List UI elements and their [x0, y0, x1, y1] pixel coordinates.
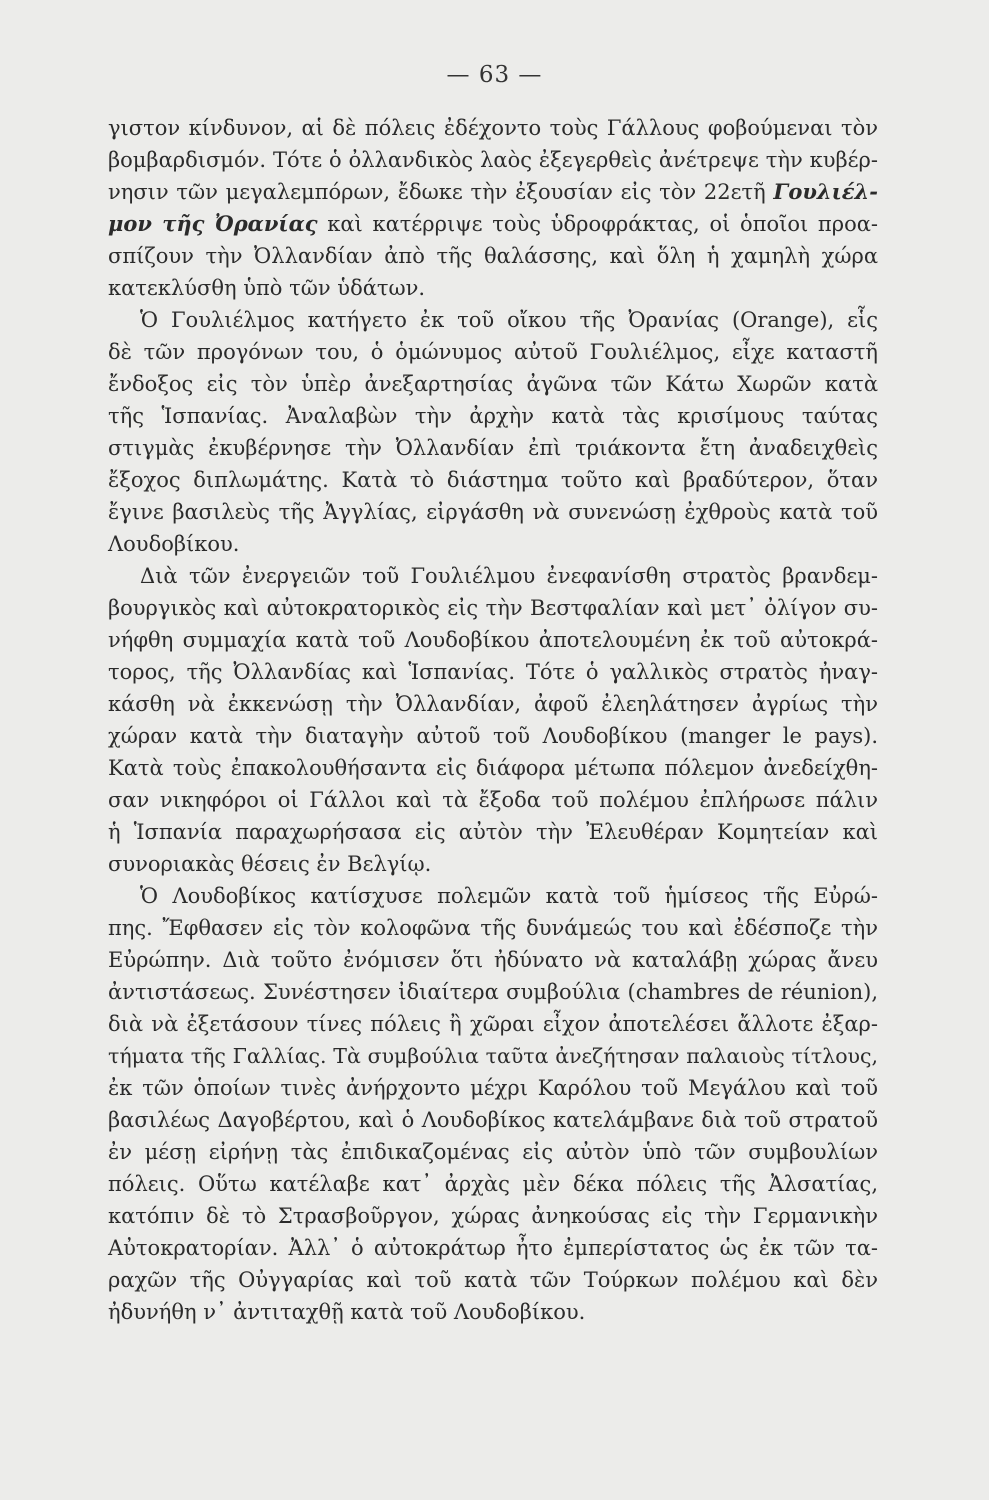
line-text: δὲ τῶν προγόνων του, ὁ ὁμώνυμος αὐτοῦ Γουλιέλμος, εἶχε καταστῆ: [108, 340, 878, 364]
text-line: [108, 1104, 878, 1136]
line-text: βασιλέως Δαγοβέρτου, καὶ ὁ Λουδοβίκος κατελάμβανε διὰ τοῦ στρατοῦ: [108, 1108, 878, 1132]
text-line: [108, 400, 878, 432]
text-line: [108, 1264, 878, 1296]
line-text: ἐκ τῶν ὁποίων τινὲς ἀνήρχοντο μέχρι Καρόλου τοῦ Μεγάλου καὶ τοῦ: [108, 1076, 878, 1100]
text-line: [108, 1072, 878, 1104]
line-text: ἠδυνήθη ν᾽ ἀντιταχθῇ κατὰ τοῦ Λουδοβίκου.: [108, 1300, 586, 1324]
line-text: γιστον κίνδυνον, αἱ δὲ πόλεις ἐδέχοντο τοὺς Γάλλους φοβούμεναι τὸν: [108, 116, 878, 140]
text-line: [108, 848, 878, 880]
line-text: τῆς Ἱσπανίας. Ἀναλαβὼν τὴν ἀρχὴν κατὰ τὰς κρισίμους ταύτας: [108, 404, 878, 428]
emphasis-text: Γουλιέλ-: [773, 179, 878, 204]
line-text: τορος, τῆς Ὀλλανδίας καὶ Ἱσπανίας. Τότε ὁ γαλλικὸς στρατὸς ἠναγ-: [108, 660, 878, 684]
text-line: [108, 976, 878, 1008]
text-line: [108, 304, 878, 336]
line-text: Κατὰ τοὺς ἐπακολουθήσαντα εἰς διάφορα μέτωπα πόλεμον ἀνεδείχθη-: [108, 756, 878, 780]
text-line: [108, 272, 878, 304]
line-text: ἔγινε βασιλεὺς τῆς Ἀγγλίας, εἰργάσθη νὰ συνενώσῃ ἐχθροὺς κατὰ τοῦ: [108, 500, 878, 524]
line-text: πόλεις. Οὕτω κατέλαβε κατ᾽ ἀρχὰς μὲν δέκα πόλεις τῆς Ἀλσατίας,: [108, 1172, 878, 1196]
line-text: πης. Ἔφθασεν εἰς τὸν κολοφῶνα τῆς δυνάμεώς του καὶ ἐδέσποζε τὴν: [108, 916, 878, 940]
line-text: τήματα τῆς Γαλλίας. Τὰ συμβούλια ταῦτα ἀνεζήτησαν παλαιοὺς τίτλους,: [108, 1044, 878, 1068]
line-text: βομβαρδισμόν. Τότε ὁ ὀλλανδικὸς λαὸς ἐξεγερθεὶς ἀνέτρεψε τὴν κυβέρ-: [108, 148, 878, 172]
text-line: [108, 1296, 878, 1328]
body-text: [108, 112, 878, 1328]
line-text: χώραν κατὰ τὴν διαταγὴν αὐτοῦ τοῦ Λουδοβίκου (manger le pays).: [108, 724, 878, 748]
text-line: [108, 112, 878, 144]
line-text: κατεκλύσθη ὑπὸ τῶν ὑδάτων.: [108, 276, 426, 300]
line-text: ἔξοχος διπλωμάτης. Κατὰ τὸ διάστημα τοῦτο καὶ βραδύτερον, ὅταν: [108, 468, 878, 492]
line-text: ἡ Ἱσπανία παραχωρήσασα εἰς αὐτὸν τὴν Ἐλευθέραν Κομητείαν καὶ: [108, 820, 878, 844]
text-line: [108, 592, 878, 624]
text-line: [108, 880, 878, 912]
text-line: [108, 560, 878, 592]
text-line: [108, 944, 878, 976]
line-text: Διὰ τῶν ἐνεργειῶν τοῦ Γουλιέλμου ἐνεφανίσθη στρατὸς βρανδεμ-: [140, 564, 878, 588]
line-text: ραχῶν τῆς Οὐγγαρίας καὶ τοῦ κατὰ τῶν Τούρκων πολέμου καὶ δὲν: [108, 1268, 878, 1292]
text-line: [108, 336, 878, 368]
text-line: [108, 176, 878, 208]
line-text: σαν νικηφόροι οἱ Γάλλοι καὶ τὰ ἔξοδα τοῦ πολέμου ἐπλήρωσε πάλιν: [108, 788, 878, 812]
emphasis-text: μον τῆς Ὀρανίας: [108, 211, 318, 236]
text-line: [108, 1136, 878, 1168]
line-text: ἀντιστάσεως. Συνέστησεν ἰδιαίτερα συμβούλια (chambres de réunion),: [108, 980, 878, 1004]
text-line: [108, 688, 878, 720]
line-text: νήφθη συμμαχία κατὰ τοῦ Λουδοβίκου ἀποτελουμένη ἐκ τοῦ αὐτοκρά-: [108, 628, 878, 652]
line-text: στιγμὰς ἐκυβέρνησε τὴν Ὀλλανδίαν ἐπὶ τριάκοντα ἔτη ἀναδειχθεὶς: [108, 436, 878, 460]
line-text: Αὐτοκρατορίαν. Ἀλλ᾽ ὁ αὐτοκράτωρ ἦτο ἐμπερίστατος ὡς ἐκ τῶν τα-: [108, 1236, 878, 1260]
text-line: [108, 1200, 878, 1232]
line-text: κατόπιν δὲ τὸ Στρασβοῦργον, χώρας ἀνηκούσας εἰς τὴν Γερμανικὴν: [108, 1204, 878, 1228]
text-line: [108, 656, 878, 688]
line-text: νησιν τῶν μεγαλεμπόρων, ἔδωκε τὴν ἐξουσίαν εἰς τὸν 22ετῆ: [108, 180, 766, 204]
line-text: διὰ νὰ ἐξετάσουν τίνες πόλεις ἢ χῶραι εἶχον ἀποτελέσει ἄλλοτε ἐξαρ-: [108, 1012, 878, 1036]
text-line: [108, 208, 878, 240]
text-line: [108, 624, 878, 656]
text-line: [108, 912, 878, 944]
text-line: [108, 432, 878, 464]
text-line: [108, 1040, 878, 1072]
text-line: [108, 816, 878, 848]
line-text: Ὁ Γουλιέλμος κατήγετο ἐκ τοῦ οἴκου τῆς Ὀρανίας (Orange), εἷς: [140, 308, 878, 332]
line-text: καὶ κατέρριψε τοὺς ὑδροφράκτας, οἱ ὁποῖοι προα-: [327, 212, 878, 236]
text-line: [108, 144, 878, 176]
text-line: [108, 368, 878, 400]
text-line: [108, 240, 878, 272]
text-line: [108, 1168, 878, 1200]
text-line: [108, 464, 878, 496]
text-line: [108, 1008, 878, 1040]
text-line: [108, 720, 878, 752]
line-text: κάσθη νὰ ἐκκενώσῃ τὴν Ὀλλανδίαν, ἀφοῦ ἐλεηλάτησεν ἀγρίως τὴν: [108, 692, 878, 716]
line-text: σπίζουν τὴν Ὀλλανδίαν ἀπὸ τῆς θαλάσσης, καὶ ὅλη ἡ χαμηλὴ χώρα: [108, 244, 878, 268]
text-line: [108, 528, 878, 560]
line-text: ἐν μέσῃ εἰρήνῃ τὰς ἐπιδικαζομένας εἰς αὐτὸν ὑπὸ τῶν συμβουλίων: [108, 1140, 878, 1164]
line-text: συνοριακὰς θέσεις ἐν Βελγίῳ.: [108, 852, 432, 876]
line-text: Ὁ Λουδοβίκος κατίσχυσε πολεμῶν κατὰ τοῦ ἡμίσεος τῆς Εὐρώ-: [140, 884, 878, 908]
text-line: [108, 784, 878, 816]
text-line: [108, 752, 878, 784]
text-line: [108, 1232, 878, 1264]
line-text: Λουδοβίκου.: [108, 532, 240, 556]
line-text: ἔνδοξος εἰς τὸν ὑπὲρ ἀνεξαρτησίας ἀγῶνα τῶν Κάτω Χωρῶν κατὰ: [108, 372, 878, 396]
text-line: [108, 496, 878, 528]
line-text: βουργικὸς καὶ αὐτοκρατορικὸς εἰς τὴν Βεστφαλίαν καὶ μετ᾽ ὀλίγον συ-: [108, 596, 878, 620]
line-text: Εὐρώπην. Διὰ τοῦτο ἐνόμισεν ὅτι ἠδύνατο νὰ καταλάβῃ χώρας ἄνευ: [108, 948, 878, 972]
page-number: — 63 —: [446, 62, 543, 88]
